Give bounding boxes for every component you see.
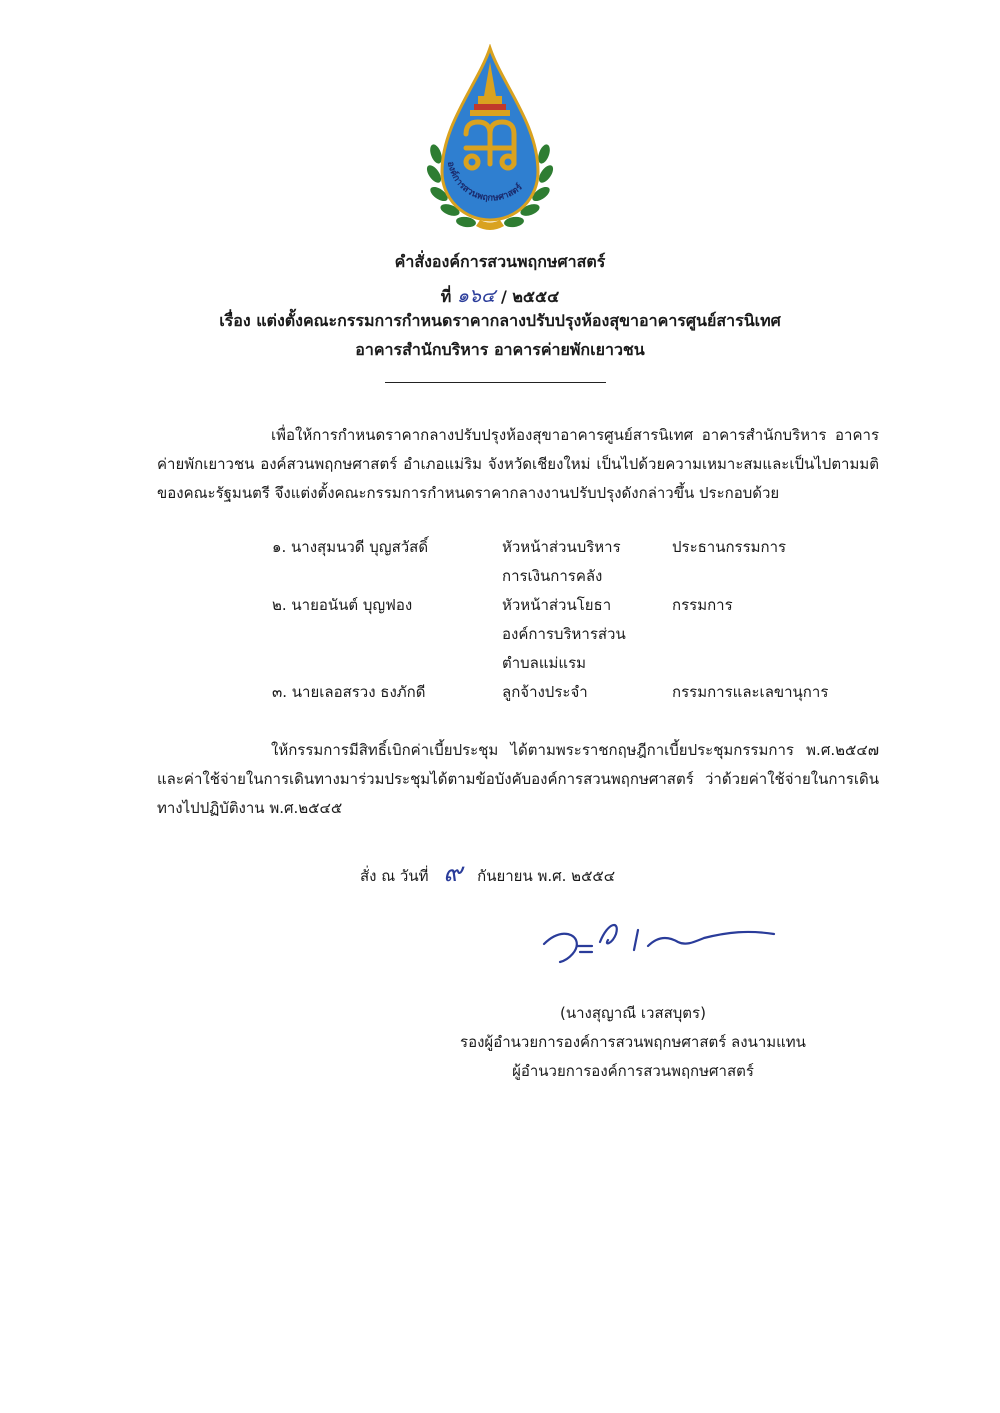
subject-line-1: เรื่อง แต่งตั้งคณะกรรมการกำหนดราคากลางปรับปรุงห้องสุขาอาคารศูนย์สารนิเทศ (219, 311, 781, 330)
order-number-handwritten: ๑๖๔ (456, 285, 496, 307)
signatory-title-line-1: รองผู้อำนวยการองค์การสวนพฤกษศาสตร์ ลงนามแทน (460, 1033, 806, 1051)
signatory-name: (นางสุญาณี เวสสบุตร) (560, 1004, 706, 1022)
member-position: หัวหน้าส่วนโยธา องค์การบริหารส่วน ตำบลแม่แรม (502, 596, 626, 672)
sign-date (360, 852, 615, 893)
sign-date-prefix: สั่ง ณ วันที่ (360, 867, 429, 885)
body-paragraph-2-text: ให้กรรมการมีสิทธิ์เบิกค่าเบี้ยประชุม ได้ตามพระราชกฤษฎีกาเบี้ยประชุมกรรมการ พ.ศ.๒๕๔๗ และค่าใช้จ่ายในการเดินทางมาร่วมประชุมได้ตามข้อบังคับองค์การสวนพฤกษศาสตร์ ว่าด้วยค่าใช้จ่ายในการเดินทางไปปฏิบัติงาน พ.ศ.๒๕๔๕ (157, 741, 879, 817)
header-divider (385, 382, 606, 383)
member-role: ประธานกรรมการ (672, 538, 787, 556)
member-role: กรรมการ (672, 596, 733, 614)
signatory-title-line-2: ผู้อำนวยการองค์การสวนพฤกษศาสตร์ (512, 1062, 754, 1080)
order-number-prefix: ที่ (440, 287, 452, 306)
sign-day-handwritten: ๙ (443, 858, 463, 888)
member-position: ลูกจ้างประจำ (502, 683, 588, 701)
order-number-year: / ๒๕๕๔ (500, 287, 560, 306)
body-paragraph-1 (157, 421, 879, 508)
member-name: ๑. นางสุมนวดี บุญสวัสดิ์ (272, 538, 429, 556)
member-name: ๒. นายอนันต์ บุญฟอง (272, 596, 413, 614)
svg-text:องค์การสวนพฤกษศาสตร์: องค์การสวนพฤกษศาสตร์ (444, 160, 525, 204)
order-title: คำสั่งองค์การสวนพฤกษศาสตร์ (394, 252, 606, 271)
order-number (0, 281, 1000, 311)
body-paragraph-1-text: เพื่อให้การกำหนดราคากลางปรับปรุงห้องสุขาอาคารศูนย์สารนิเทศ อาคารสำนักบริหาร อาคารค่ายพักเยาวชน องค์สวนพฤกษศาสตร์ อำเภอแม่ริม จังหวัดเชียงใหม่ เป็นไปด้วยความเหมาะสมและเป็นไปตามมติของคณะรัฐมนตรี จึงแต่งตั้งคณะกรรมการกำหนดราคากลางงานปรับปรุงดังกล่าวขึ้น ประกอบด้วย (157, 426, 879, 502)
handwritten-signature (538, 912, 778, 972)
member-role: กรรมการและเลขานุการ (672, 683, 829, 701)
sign-month-year: กันยายน พ.ศ. ๒๕๕๔ (477, 867, 616, 885)
organization-logo (426, 44, 554, 238)
subject-line-2: อาคารสำนักบริหาร อาคารค่ายพักเยาวชน (355, 340, 645, 359)
body-paragraph-2 (157, 736, 879, 823)
member-position: หัวหน้าส่วนบริหาร การเงินการคลัง (502, 538, 621, 585)
member-name: ๓. นายเลอสรวง ธงภักดี (272, 683, 426, 701)
